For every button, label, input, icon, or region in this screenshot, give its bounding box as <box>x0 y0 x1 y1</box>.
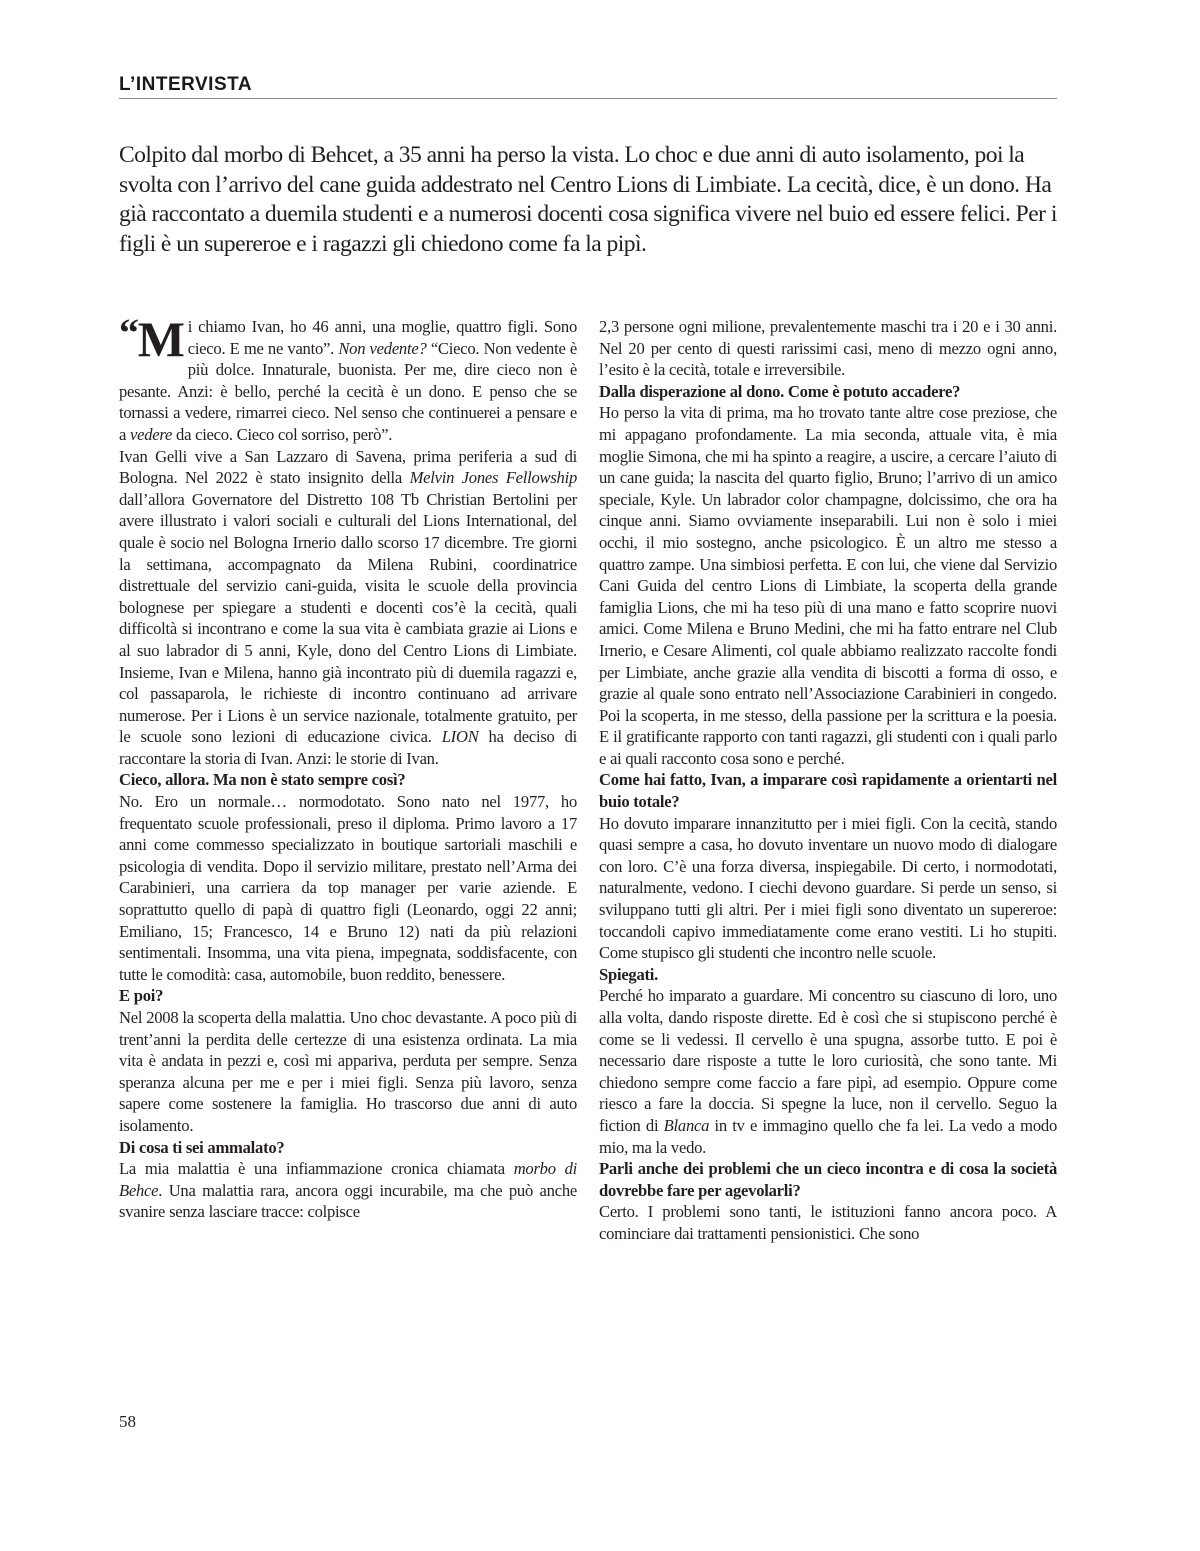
interview-answer: Certo. I problemi sono tanti, le istituzioni fanno ancora poco. A cominciare dai trattamenti pensionistici. Che sono <box>599 1202 1057 1243</box>
interview-answer: 2,3 persone ogni milione, prevalentemente maschi tra i 20 e i 30 anni. Nel 20 per cento di questi rarissimi casi, meno di mezzo ogni anno, l’esito è la cecità, totale e irreversibile. <box>599 317 1057 380</box>
article-column-right <box>599 316 1057 1245</box>
paragraph-text: Ivan Gelli vive a San Lazzaro di Savena, prima periferia a sud di Bologna. Nel 2022 è stato insignito della <box>119 446 577 488</box>
interview-question: Come hai fatto, Ivan, a imparare così rapidamente a orientarti nel buio totale? <box>599 770 1057 812</box>
italic-text: LION <box>441 727 479 747</box>
interview-answer: Ho perso la vita di prima, ma ho trovato tante altre cose preziose, che mi appagano profondamente. La mia seconda, attuale vita, è mia moglie Simona, che mi ha spinto a reagire, a uscire, a cercare l’aiuto di un cane guida; la nascita del quarto figlio, Bruno; l’arrivo di un amico speciale, Kyle. Un labrador color champagne, dolcissimo, che ora ha cinque anni. Siamo ovviamente inseparabili. Lui non è solo i miei occhi, il mio sostegno, anche psicologico. È un altro me stesso a quattro zampe. Una simbiosi perfetta. E con lui, che viene dal Servizio Cani Guida del centro Lions di Limbiate, la scoperta della grande famiglia Lions, che mi ha teso più di una mano e fatto scoprire nuovi amici. Come Milena e Bruno Medini, che mi ha fatto entrare nel Club Irnerio, e Cesare Alimenti, col quale abbiamo realizzato raccolte fondi per Limbiate, anche grazie alla vendita di biscotti a forma di osso, e grazie al quale sono entrato nell’Associazione Carabinieri in congedo. Poi la scoperta, in me stesso, della passione per la scrittura e la poesia. E il gratificante rapporto con tanti ragazzi, gli studenti con i quali parlo e ai quali racconto cosa sono e perché. <box>599 403 1057 768</box>
page-number: 58 <box>119 1412 136 1431</box>
paragraph-text: . Una malattia rara, ancora oggi incurabile, ma che può anche svanire senza lasciare tracce: colpisce <box>119 1180 577 1222</box>
interview-answer: Ho dovuto imparare innanzitutto per i miei figli. Con la cecità, stando quasi sempre a casa, ho dovuto inventare un nuovo modo di dialogare con loro. C’è una forza diversa, inspiegabile. Di certo, i normodotati, naturalmente, vedono. I ciechi devono guardare. Si perde un senso, si sviluppano tutti gli altri. Per i miei figli sono diventato un supereroe: toccandoli capivo immediatamente come erano vestiti. Li ho stupiti. Come stupisco gli studenti che incontro nelle scuole. <box>599 813 1057 963</box>
paragraph-text: in tv e immagino quello che fa lei. La vedo a modo mio, ma la vedo. <box>599 1115 1057 1157</box>
interview-question: Di cosa ti sei ammalato? <box>119 1137 285 1157</box>
paragraph-text: i chiamo Ivan, ho 46 anni, una moglie, quattro figli. Sono cieco. E me ne vanto”. <box>187 317 577 358</box>
interview-question: Spiegati. <box>599 964 659 984</box>
section-label: L’INTERVISTA <box>119 74 253 95</box>
paragraph-text: Perché ho imparato a guardare. Mi concentro su ciascuno di loro, uno alla volta, dando risposte dirette. Ed è così che si stupiscono perché è come se li vedessi. Il cervello è una spugna, assorbe tutto. E poi è necessario dare risposte a tutte le loro curiosità, che sono tante. Mi chiedono sempre come faccio a fare pipì, ad esempio. Oppure come riesco a fare la doccia. Si spegne la luce, non il cervello. Seguo la fiction di <box>599 986 1057 1135</box>
interview-answer <box>119 1158 577 1223</box>
interview-question: Cieco, allora. Ma non è stato sempre così? <box>119 770 406 790</box>
paragraph-text: dall’allora Governatore del Distretto 108 Tb Christian Bertolini per avere illustrato i valori sociali e culturali del Lions International, del quale è socio nel Bologna Irnerio dallo scorso 17 dicembre. Tre giorni la settimana, accompagnato da Milena Rubini, coordinatrice distrettuale del servizio cani-guida, visita le scuole della provincia bolognese per spiegare a studenti e docenti cos’è la cecità, quali difficoltà si incontrano e come la sua vita è cambiata grazie ai Lions e al suo labrador di 5 anni, Kyle, dono del Centro Lions di Limbiate. Insieme, Ivan e Milena, hanno già incontrato più di duemila ragazzi e, col passaparola, le richieste di incontro continuano ad arrivare numerose. Per i Lions è un service nazionale, totalmente gratuito, per le scuole sono lezioni di educazione civica. <box>119 489 577 747</box>
italic-text: Blanca <box>663 1115 710 1135</box>
interview-question: Parli anche dei problemi che un cieco incontra e di cosa la società dovrebbe fare per agevolarli? <box>599 1159 1057 1200</box>
dropcap-quote: “ <box>119 310 139 355</box>
section-rule <box>119 98 1057 99</box>
dropcap-letter: M <box>137 311 185 367</box>
article-column-left <box>119 310 577 1223</box>
interview-answer: Nel 2008 la scoperta della malattia. Uno choc devastante. A poco più di trent’anni la perdita delle certezze di una esistenza ordinata. La mia vita è andata in pezzi e, così mi appariva, perduta per sempre. Senza speranza alcuna per me e per i miei figli. Senza più lavoro, senza sapere come sostenere la famiglia. Ho trascorso due anni di auto isolamento. <box>119 1008 577 1135</box>
italic-text: vedere <box>130 424 173 444</box>
interview-question: E poi? <box>119 986 164 1006</box>
interview-answer: No. Ero un normale… normodotato. Sono nato nel 1977, ho frequentato scuole professionali, preso il diploma. Primo lavoro a 17 anni come commesso specializzato in boutique sartoriali maschili e psicologia di vendita. Dopo il servizio militare, prestato nell’Arma dei Carabinieri, una carriera da top manager per varie aziende. E soprattutto quello di papà di quattro figli (Leonardo, oggi 22 anni; Emiliano, 15; Francesco, 14 e Bruno 12) nati da più relazioni sentimentali. Insomma, una vita piena, impegnata, soddisfacente, con tutte le comodità: casa, automobile, buon reddito, benessere. <box>119 792 577 984</box>
article-lede: Colpito dal morbo di Behcet, a 35 anni ha perso la vista. Lo choc e due anni di auto isolamento, poi la svolta con l’arrivo del cane guida addestrato nel Centro Lions di Limbiate. La cecità, dice, è un dono. Ha già raccontato a duemila studenti e a numerosi docenti cosa significa vivere nel buio ed essere felici. Per i figli è un supereroe e i ragazzi gli chiedono come fa la pipì. <box>119 142 1057 257</box>
intro-paragraph <box>119 446 577 770</box>
paragraph-text: ha deciso di raccontare la storia di Ivan. Anzi: le storie di Ivan. <box>119 727 577 768</box>
interview-question: Dalla disperazione al dono. Come è potuto accadere? <box>599 381 961 401</box>
paragraph-text: “Cieco. Non vedente è più dolce. Innaturale, buonista. Per me, dire cieco non è pesante. Anzi: è bello, perché la cecità è un dono. E penso che se tornassi a vedere, rimarrei cieco. Nel senso che continuerei a pensare e a <box>119 338 577 444</box>
paragraph-text: da cieco. Cieco col sorriso, però”. <box>172 424 393 444</box>
italic-text: Non vedente? <box>338 338 427 358</box>
italic-text: morbo di Behce <box>119 1159 577 1200</box>
italic-text: Melvin Jones Fellowship <box>409 468 577 488</box>
paragraph-text: La mia malattia è una infiammazione cronica chiamata <box>119 1159 514 1179</box>
interview-answer <box>599 985 1057 1158</box>
opening-paragraph <box>119 310 577 446</box>
